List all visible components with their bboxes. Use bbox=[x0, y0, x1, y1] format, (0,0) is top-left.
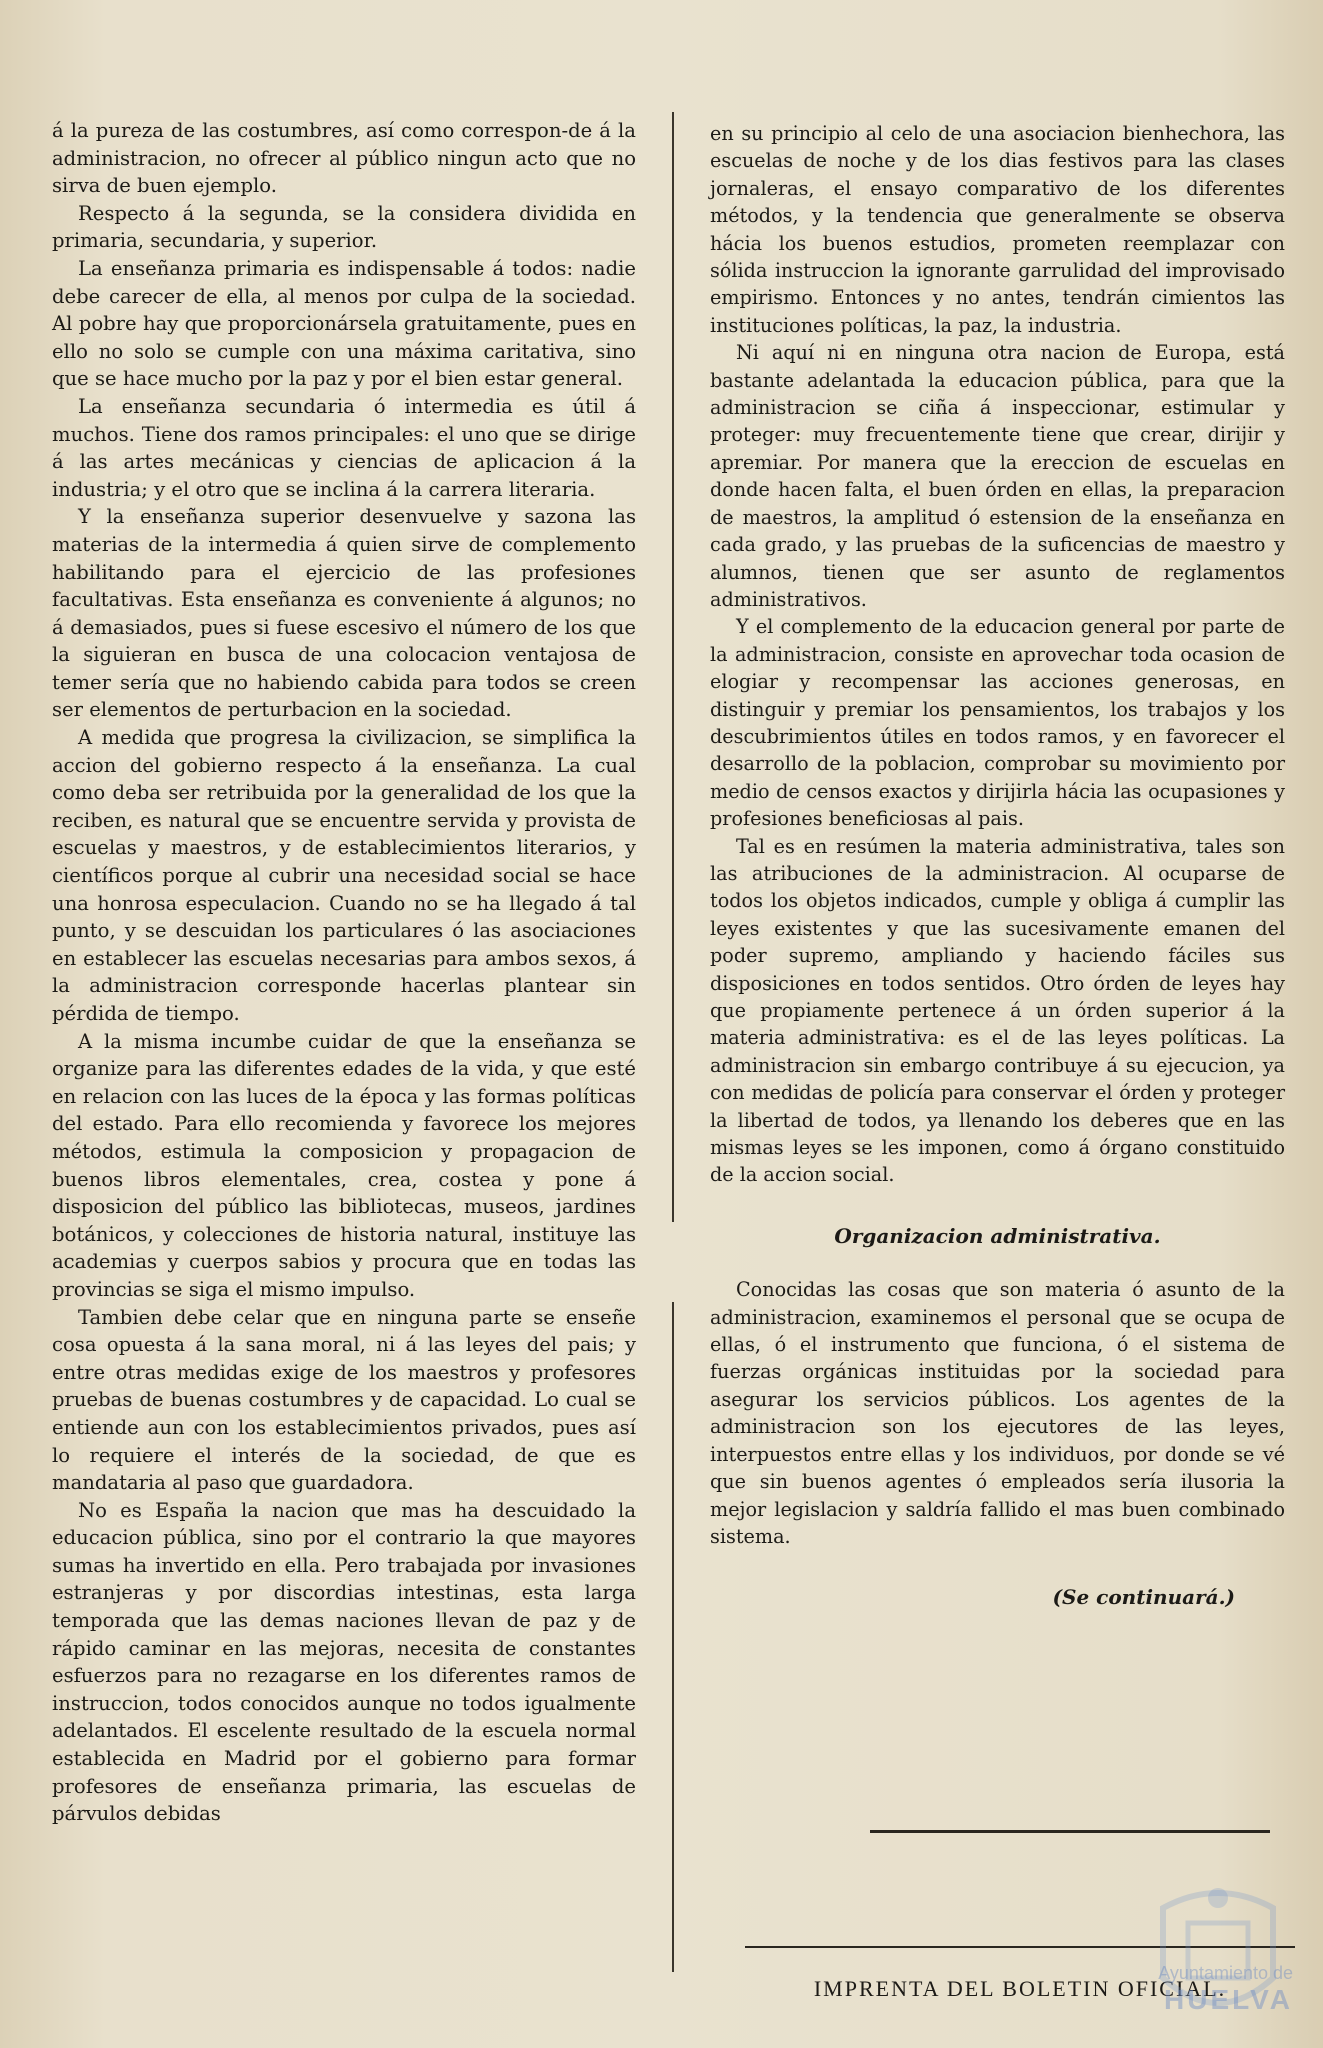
paragraph: Tambien debe celar que en ninguna parte se enseñe cosa opuesta á la sana moral, ni á las leyes del pais; y entre otras medidas exige de los maestros y profesores pruebas de buenas costumbres y de capacidad. Lo cual se entiende aun con los establecimientos privados, pues así lo requiere el interés de la sociedad, de que es mandataria al paso que guardadora. bbox=[52, 1305, 636, 1495]
continuation-note: (Se continuará.) bbox=[1052, 1585, 1235, 1610]
right-column bbox=[710, 120, 1285, 1612]
paragraph: Ni aquí ni en ninguna otra nacion de Europa, está bastante adelantada la educacion pública, para que la administracion se ciña á inspeccionar, estimular y proteger: muy frecuentemente tiene que crear, dirijir y apremiar. Por manera que la ereccion de escuelas en donde hacen falta, el buen órden en ellas, la preparacion de maestros, la amplitud ó estension de la enseñanza en cada grado, y las pruebas de la suficencias de maestro y alumnos, tienen que ser asunto de reglamentos administrativos. bbox=[710, 341, 1285, 611]
paragraph: Y la enseñanza superior desenvuelve y sazona las materias de la intermedia á quien sirve de complemento habilitando para el ejercicio de las profesiones facultativas. Esta enseñanza es conveniente á algunos; no á demasiados, pues si fuese escesivo el número de los que la siguieran en busca de una colocacion ventajosa de temer sería que no habiendo cabida para todos se creen ser elementos de perturbacion en la sociedad. bbox=[52, 505, 636, 722]
paragraph: A medida que progresa la civilizacion, se simplifica la accion del gobierno respecto á la enseñanza. La cual como deba ser retribuida por la generalidad de los que la reciben, es natural que se encuentre servida y provista de escuelas y maestros, y de establecimientos literarios, y científicos porque al cubrir una necesidad social se hace una honrosa especulacion. Cuando no se ha llegado á tal punto, y se descuidan los particulares ó las asociaciones en establecer las escuelas necesarias para ambos sexos, á la administracion corresponde hacerlas plantear sin pérdida de tiempo. bbox=[52, 726, 636, 1025]
watermark-text bbox=[1083, 1963, 1293, 2016]
column-divider bbox=[672, 1302, 674, 1972]
paragraph: A la misma incumbe cuidar de que la enseñanza se organize para las diferentes edades de la vida, y que esté en relacion con las luces de la época y las formas políticas del estado. Para ello recomienda y favorece los mejores métodos, estimula la composicion y propagacion de buenos libros elementales, crea, costea y pone á disposicion del público las bibliotecas, museos, jardines botánicos, y colecciones de historia natural, instituye las academias y cuerpos sabios y procura que en todas las provincias se siga el mismo impulso. bbox=[52, 1029, 636, 1301]
paragraph: La enseñanza secundaria ó intermedia es útil á muchos. Tiene dos ramos principales: el uno que se dirige á las artes mecánicas y ciencias de aplicacion á la industria; y el otro que se inclina á la carrera literaria. bbox=[52, 394, 636, 501]
decorative-rule bbox=[870, 1830, 1270, 1833]
left-column bbox=[52, 117, 636, 1828]
paragraph: Conocidas las cosas que son materia ó asunto de la administracion, examinemos el personal que se ocupa de ellas, ó el instrumento que funciona, ó el sistema de fuerzas orgánicas instituidas por la sociedad para asegurar los servicios públicos. Los agentes de la administracion son los ejecutores de las leyes, interpuestos entre ellas y los individuos, por donde se vé que sin buenos agentes ó empleados sería ilusoria la mejor legislacion y saldría fallido el mas buen combinado sistema. bbox=[710, 1278, 1285, 1548]
paragraph: Y el complemento de la educacion general por parte de la administracion, consiste en aprovechar toda ocasion de elogiar y recompensar las acciones generosas, en distinguir y premiar los pensamientos, los trabajos y los descubrimientos útiles en todos ramos, y en favorecer el desarrollo de la poblacion, comprobar su movimiento por medio de censos exactos y dirijirla hácia las ocupasiones y profesiones beneficiosas al pais. bbox=[710, 615, 1285, 831]
column-divider bbox=[672, 112, 674, 1222]
paragraph: á la pureza de las costumbres, así como correspon-de á la administracion, no ofrecer al público ningun acto que no sirva de buen ejemplo. bbox=[52, 119, 636, 198]
paragraph: La enseñanza primaria es indispensable á todos: nadie debe carecer de ella, al menos por culpa de la sociedad. Al pobre hay que proporcionársela gratuitamente, pues en ello no solo se cumple con una máxima caritativa, sino que se hace mucho por la paz y por el bien estar general. bbox=[52, 256, 636, 391]
paragraph: Respecto á la segunda, se la considera dividida en primaria, secundaria, y superior. bbox=[52, 201, 636, 253]
printer-imprint: IMPRENTA DEL BOLETIN OFICIAL. bbox=[813, 1976, 1227, 2001]
paragraph: No es España la nacion que mas ha descuidado la educacion pública, sino por el contrario la que mayores sumas ha invertido en ella. Pero trabajada por invasiones estranjeras y por discordias intestinas, esta larga temporada que las demas naciones llevan de paz y de rápido caminar en las mejoras, necesita de constantes esfuerzos para no rezagarse en los diferentes ramos de instruccion, todos conocidos aunque no todos igualmente adelantados. El escelente resultado de la escuela normal establecida en Madrid por el gobierno para formar profesores de enseñanza primaria, las escuelas de párvulos debidas bbox=[52, 1498, 636, 1826]
section-heading: Organizacion administrativa. bbox=[834, 1223, 1161, 1248]
paragraph: en su principio al celo de una asociacion bienhechora, las escuelas de noche y de los dias festivos para las clases jornaleras, el ensayo comparativo de los diferentes métodos, y la tendencia que generalmente se observa hácia los buenos estudios, prometen reemplazar con sólida instruccion la ignorante garrulidad del improvisado empirismo. Entonces y no antes, tendrán cimientos las instituciones políticas, la paz, la industria. bbox=[710, 122, 1285, 337]
watermark-line: HUELVA bbox=[1164, 1984, 1293, 2015]
watermark-line: Ayuntamiento de bbox=[1158, 1963, 1293, 1983]
paragraph: Tal es en resúmen la materia administrativa, tales son las atribuciones de la administracion. Al ocuparse de todos los objetos indicados, cumple y obliga á cumplir las leyes existentes y que las sucesivamente emanen del poder supremo, ampliando y haciendo fáciles sus disposiciones en todos sentidos. Otro órden de leyes hay que propiamente pertenece á un órden superior á la materia administrativa: es el de las leyes políticas. La administracion sin embargo contribuye á su ejecucion, ya con medidas de policía para conservar el órden y proteger la libertad de todos, ya llenando los deberes que en las mismas leyes se les imponen, como á órgano constituido de la accion social. bbox=[710, 834, 1285, 1187]
